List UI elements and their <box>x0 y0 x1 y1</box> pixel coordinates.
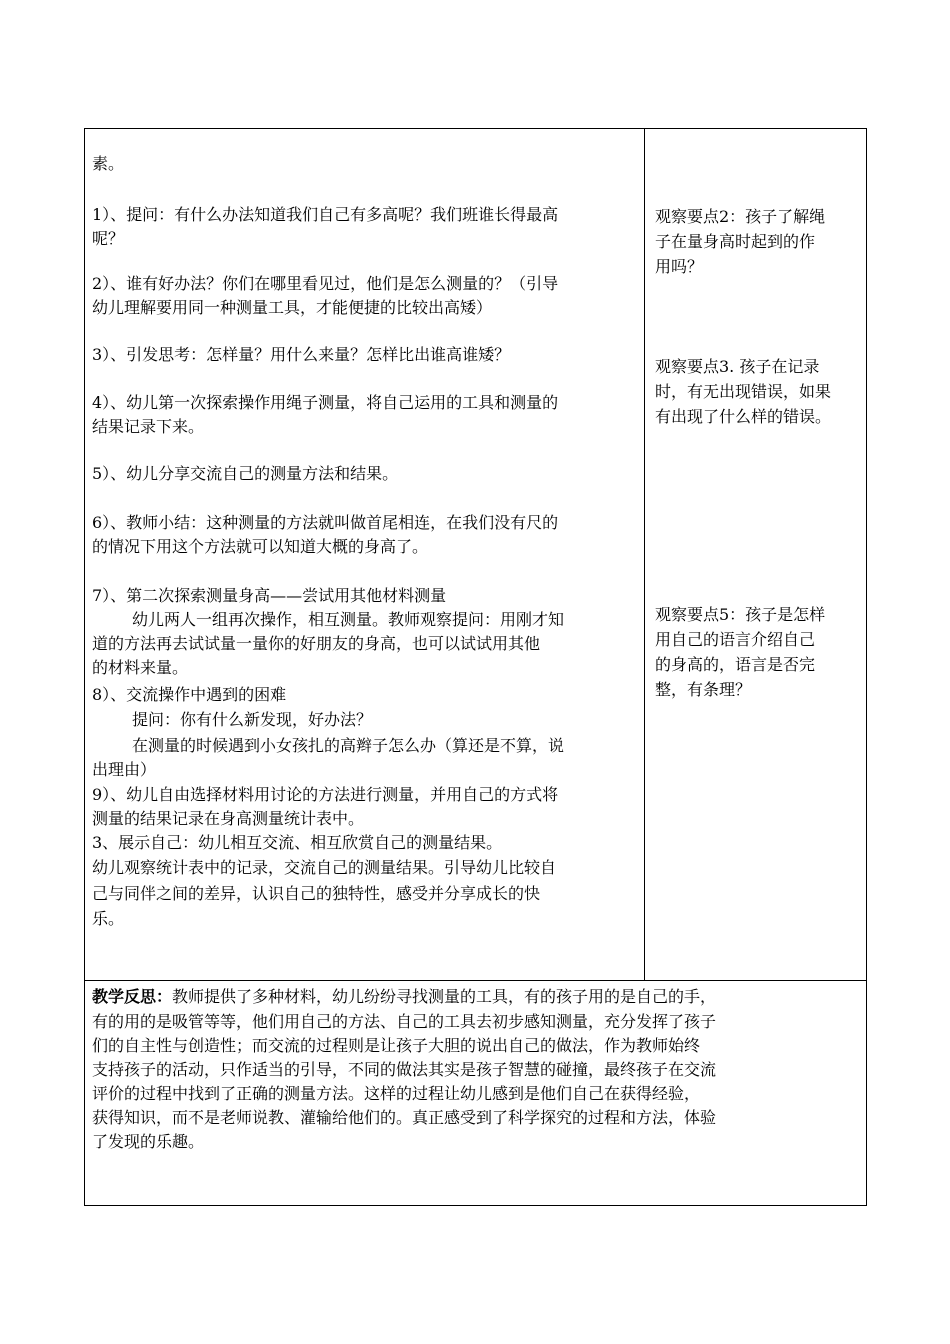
reflection-label: 教学反思： <box>92 987 173 1006</box>
observation-line-10: 整，有条理？ <box>655 680 752 699</box>
observation-line-4: 观察要点3. 孩子在记录 <box>655 357 820 376</box>
reflection-line-7: 了发现的乐趣。 <box>92 1132 205 1151</box>
main-line-3: 呢？ <box>92 229 125 248</box>
main-line-18: 在测量的时候遇到小女孩扎的高辫子怎么办（算还是不算，说 <box>132 736 565 755</box>
main-line-25: 乐。 <box>92 909 125 928</box>
observation-line-6: 有出现了什么样的错误。 <box>655 407 832 426</box>
main-line-2: 1）、提问：有什么办法知道我们自己有多高呢？我们班谁长得最高 <box>92 205 559 224</box>
main-line-20: 9）、幼儿自由选择材料用讨论的方法进行测量，并用自己的方式将 <box>92 785 559 804</box>
main-line-23: 幼儿观察统计表中的记录，交流自己的测量结果。引导幼儿比较自 <box>92 858 557 877</box>
main-line-24: 己与同伴之间的差异，认识自己的独特性，感受并分享成长的快 <box>92 884 541 903</box>
observation-line-7: 观察要点5：孩子是怎样 <box>655 605 826 624</box>
main-line-10: 6）、教师小结：这种测量的方法就叫做首尾相连，在我们没有尺的 <box>92 513 559 532</box>
reflection-line-2: 有的用的是吸管等等，他们用自己的方法、自己的工具去初步感知测量，充分发挥了孩子 <box>92 1012 717 1031</box>
reflection-line-5: 评价的过程中找到了正确的测量方法。这样的过程让幼儿感到是他们自己在获得经验， <box>92 1084 701 1103</box>
observation-line-9: 的身高的，语言是否完 <box>655 655 816 674</box>
main-line-19: 出理由） <box>92 760 157 779</box>
observation-line-5: 时，有无出现错误，如果 <box>655 382 832 401</box>
main-line-9: 5）、幼儿分享交流自己的测量方法和结果。 <box>92 464 399 483</box>
observation-line-8: 用自己的语言介绍自己 <box>655 630 816 649</box>
main-line-5: 幼儿理解要用同一种测量工具，才能便捷的比较出高矮） <box>92 298 493 317</box>
main-line-15: 的材料来量。 <box>92 658 189 677</box>
reflection-line-4: 支持孩子的活动，只作适当的引导，不同的做法其实是孩子智慧的碰撞，最终孩子在交流 <box>92 1060 717 1079</box>
reflection-first-line <box>92 985 716 1009</box>
reflection-line-6: 获得知识，而不是老师说教、灌输给他们的。真正感受到了科学探究的过程和方法，体验 <box>92 1108 717 1127</box>
observation-line-3: 用吗？ <box>655 257 704 276</box>
main-line-7: 4）、幼儿第一次探索操作用绳子测量，将自己运用的工具和测量的 <box>92 393 559 412</box>
main-line-13: 幼儿两人一组再次操作，相互测量。教师观察提问：用刚才知 <box>132 610 565 629</box>
main-line-22: 3、展示自己：幼儿相互交流、相互欣赏自己的测量结果。 <box>92 833 503 852</box>
main-line-4: 2）、谁有好办法？你们在哪里看见过，他们是怎么测量的？（引导 <box>92 274 559 293</box>
main-line-6: 3）、引发思考：怎样量？用什么来量？怎样比出谁高谁矮？ <box>92 345 511 364</box>
main-line-17: 提问：你有什么新发现，好办法？ <box>132 710 373 729</box>
observation-line-1: 观察要点2：孩子了解绳 <box>655 207 826 226</box>
main-line-12: 7）、第二次探索测量身高——尝试用其他材料测量 <box>92 586 447 605</box>
reflection-line-3: 们的自主性与创造性；而交流的过程则是让孩子大胆的说出自己的做法，作为教师始终 <box>92 1036 701 1055</box>
main-line-16: 8）、交流操作中遇到的困难 <box>92 685 287 704</box>
observation-line-2: 子在量身高时起到的作 <box>655 232 816 251</box>
main-line-8: 结果记录下来。 <box>92 417 205 436</box>
main-line-21: 测量的结果记录在身高测量统计表中。 <box>92 809 365 828</box>
main-line-11: 的情况下用这个方法就可以知道大概的身高了。 <box>92 537 429 556</box>
main-line-14: 道的方法再去试试量一量你的好朋友的身高，也可以试试用其他 <box>92 634 541 653</box>
main-line-1: 素。 <box>92 154 125 173</box>
reflection-line-1: 教师提供了多种材料，幼儿纷纷寻找测量的工具，有的孩子用的是自己的手， <box>172 987 717 1006</box>
